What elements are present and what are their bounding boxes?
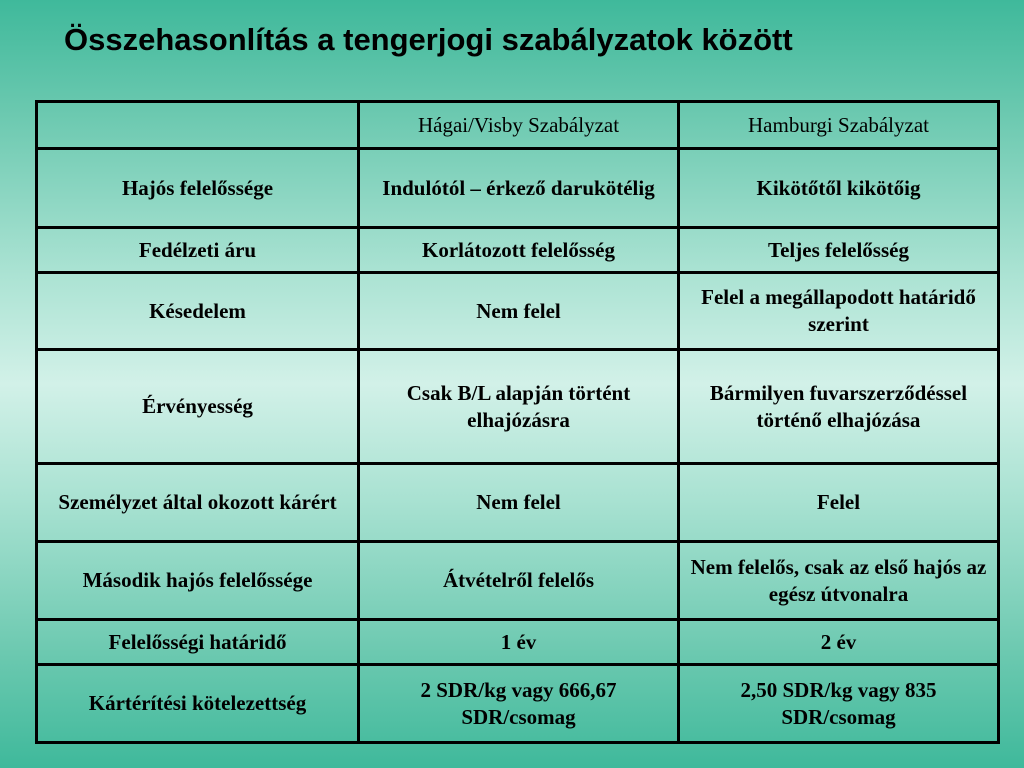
hague-visby-cell: Indulótól – érkező darukötélig (359, 149, 679, 228)
hamburg-cell: Teljes felelősség (679, 228, 999, 273)
table-row (37, 665, 999, 743)
table-header-row (37, 102, 999, 149)
hamburg-cell: Felel a megállapodott határidő szerint (679, 273, 999, 350)
table-row (37, 228, 999, 273)
table-row (37, 273, 999, 350)
table-row (37, 464, 999, 542)
hague-visby-cell: Korlátozott felelősség (359, 228, 679, 273)
slide-title: Összehasonlítás a tengerjogi szabályzatok között (64, 22, 793, 57)
hamburg-cell: Bármilyen fuvarszerződéssel történő elhajózása (679, 350, 999, 464)
table-row (37, 542, 999, 620)
hague-visby-cell: Átvételről felelős (359, 542, 679, 620)
row-label: Fedélzeti áru (37, 228, 359, 273)
header-cell-hamburg: Hamburgi Szabályzat (679, 102, 999, 149)
hamburg-cell: Kikötőtől kikötőig (679, 149, 999, 228)
comparison-table (35, 100, 1000, 744)
hague-visby-cell: 1 év (359, 620, 679, 665)
row-label: Kártérítési kötelezettség (37, 665, 359, 743)
table-row (37, 620, 999, 665)
hamburg-cell: 2,50 SDR/kg vagy 835 SDR/csomag (679, 665, 999, 743)
header-cell-empty (37, 102, 359, 149)
row-label: Személyzet által okozott kárért (37, 464, 359, 542)
row-label: Felelősségi határidő (37, 620, 359, 665)
table-row (37, 350, 999, 464)
hague-visby-cell: Nem felel (359, 464, 679, 542)
header-cell-hague-visby: Hágai/Visby Szabályzat (359, 102, 679, 149)
row-label: Érvényesség (37, 350, 359, 464)
hamburg-cell: Nem felelős, csak az első hajós az egész útvonalra (679, 542, 999, 620)
hamburg-cell: Felel (679, 464, 999, 542)
table-row (37, 149, 999, 228)
row-label: Késedelem (37, 273, 359, 350)
row-label: Második hajós felelőssége (37, 542, 359, 620)
row-label: Hajós felelőssége (37, 149, 359, 228)
hague-visby-cell: Csak B/L alapján történt elhajózásra (359, 350, 679, 464)
hague-visby-cell: Nem felel (359, 273, 679, 350)
hague-visby-cell: 2 SDR/kg vagy 666,67 SDR/csomag (359, 665, 679, 743)
hamburg-cell: 2 év (679, 620, 999, 665)
